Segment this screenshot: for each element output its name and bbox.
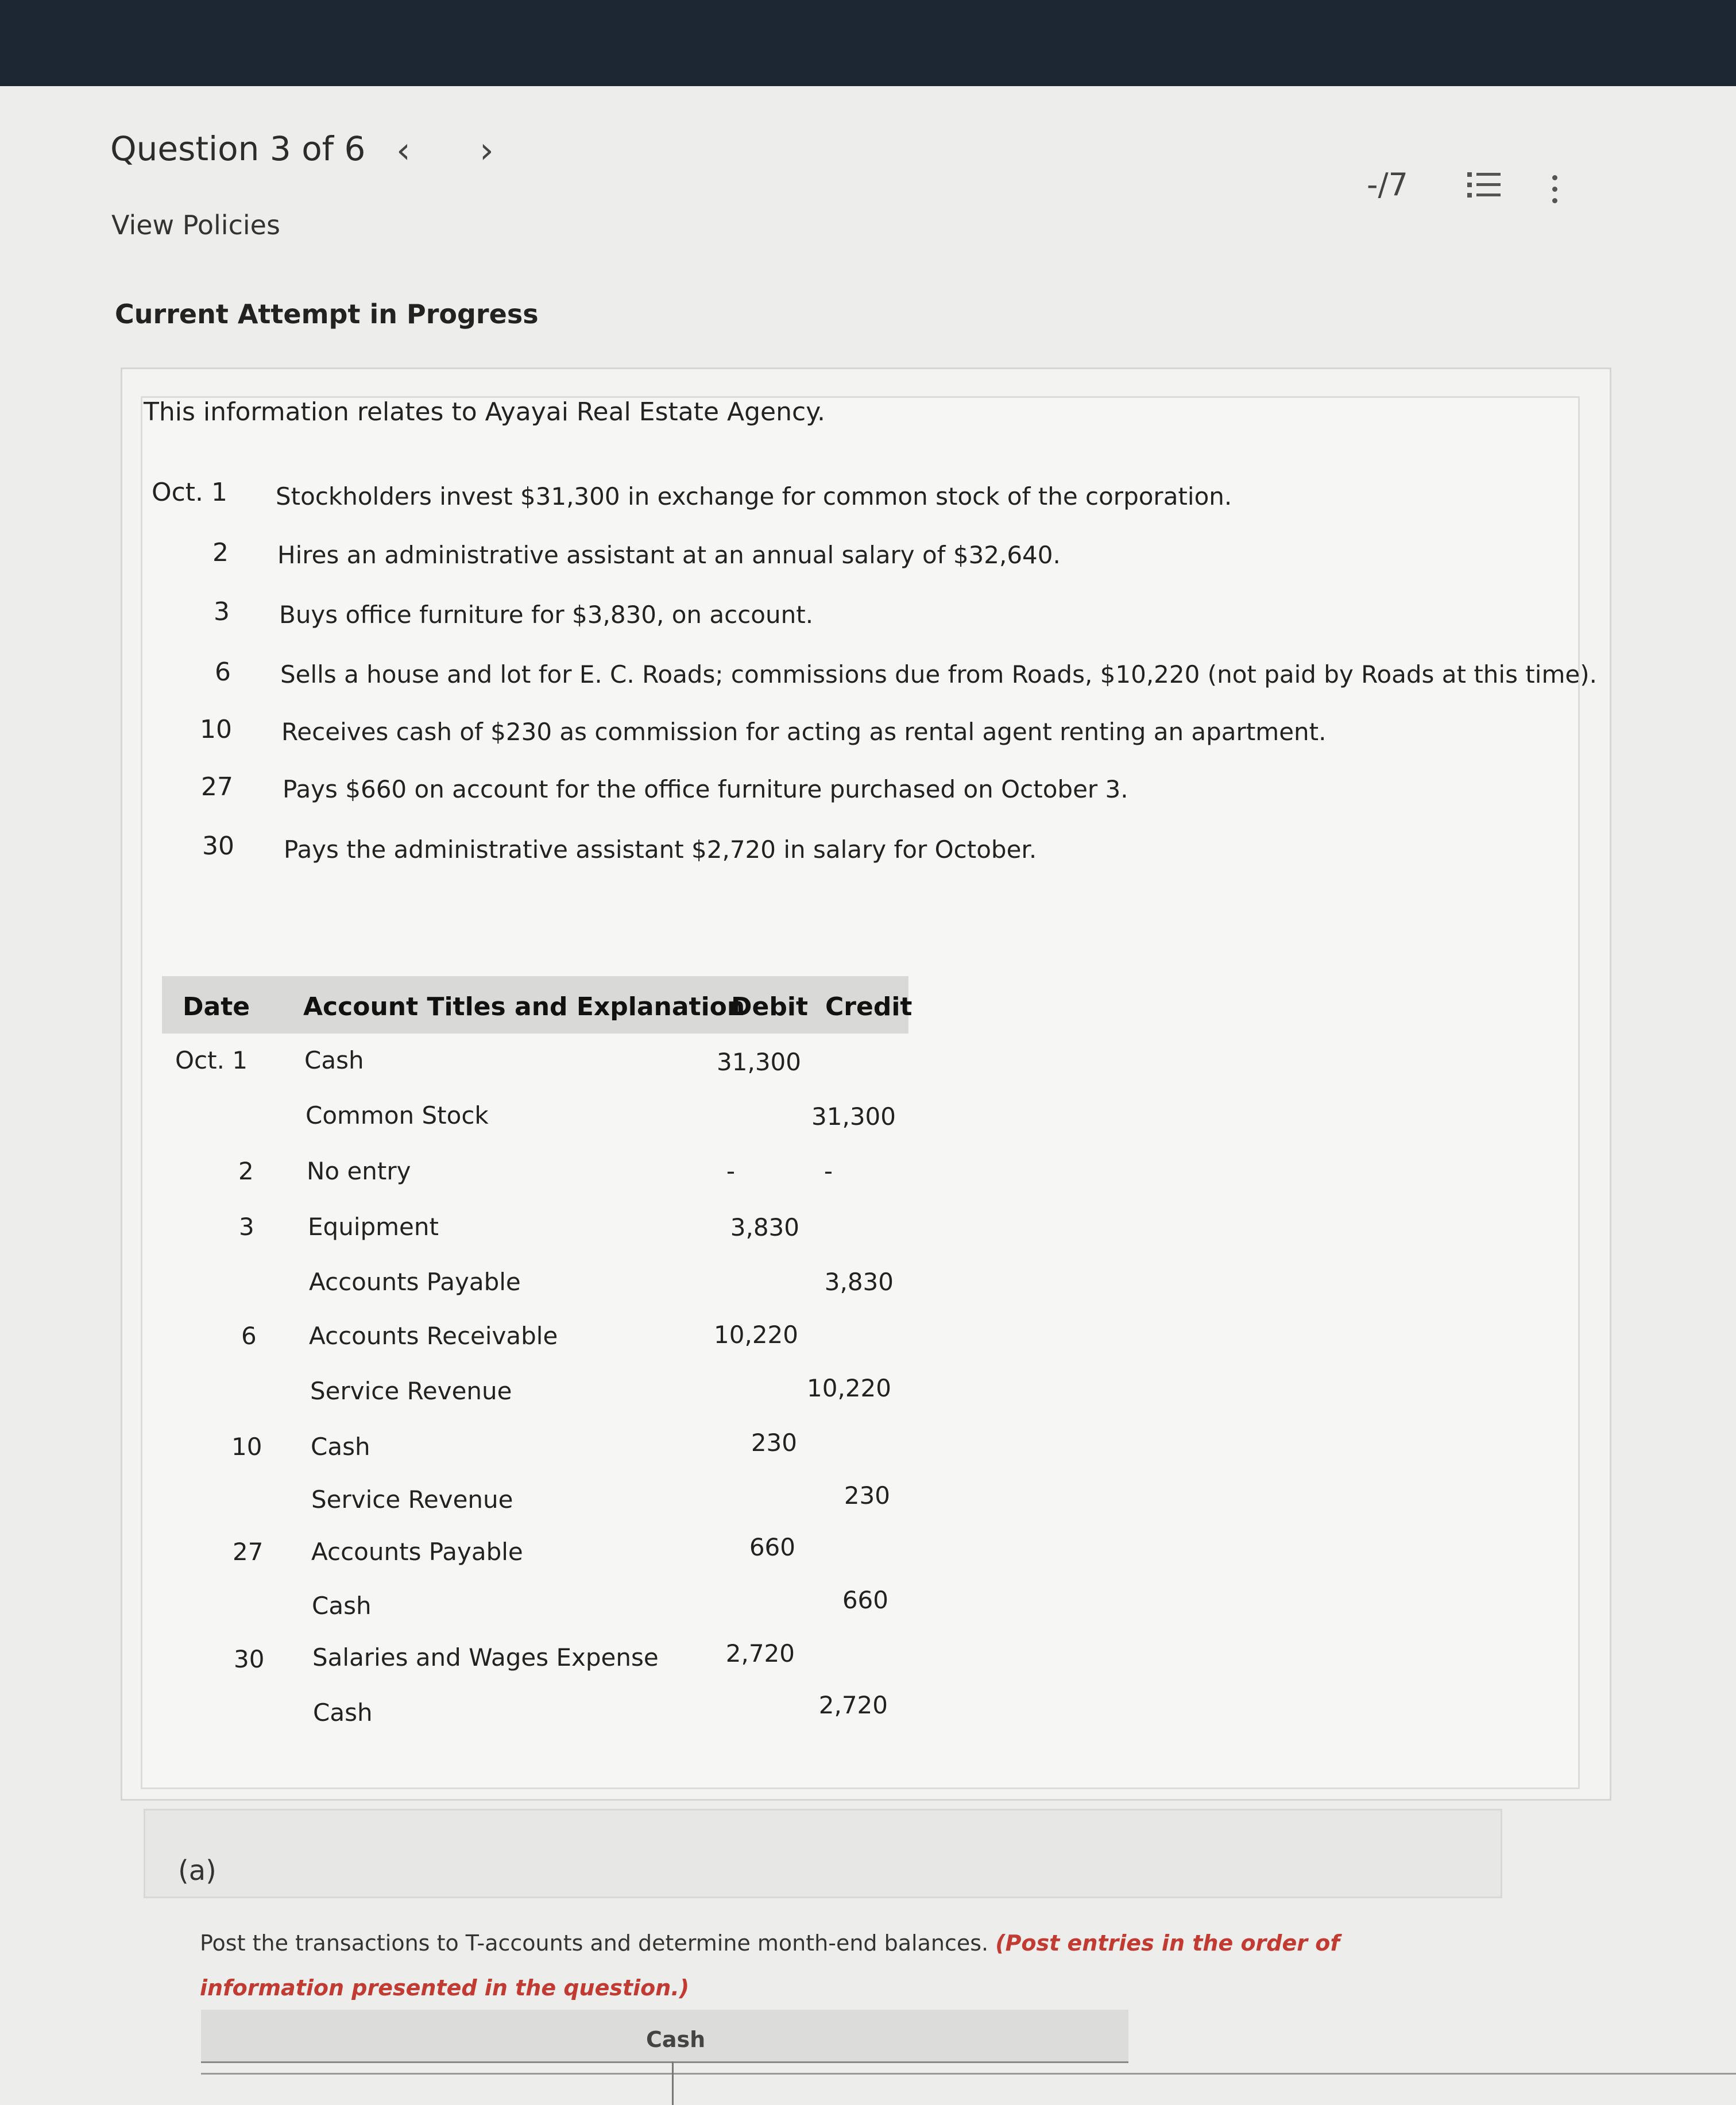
transaction-text: Receives cash of $230 as commission for acting as rental agent renting an apartment.	[281, 718, 1327, 746]
t-account-title: Cash	[646, 2027, 706, 2052]
journal-account: No entry	[307, 1157, 411, 1185]
view-policies-link[interactable]: View Policies	[111, 210, 280, 241]
transaction-text: Pays the administrative assistant $2,720 in salary for October.	[284, 835, 1037, 864]
journal-account: Service Revenue	[310, 1377, 512, 1405]
t-account-divider	[201, 2073, 1736, 2075]
journal-account: Accounts Payable	[311, 1538, 523, 1566]
transaction-text: Buys office furniture for $3,830, on account.	[279, 601, 814, 629]
transaction-text: Hires an administrative assistant at an annual salary of $32,640.	[277, 541, 1061, 569]
journal-header-date: Date	[183, 992, 250, 1021]
instruction-text: Post the transactions to T-accounts and determine month-end balances.	[200, 1930, 989, 1956]
part-a-instruction	[200, 1921, 1435, 2010]
journal-account: Equipment	[308, 1213, 439, 1241]
journal-debit: 10,220	[714, 1321, 798, 1349]
journal-header-account: Account Titles and Explanation	[303, 992, 745, 1021]
transaction-date: 2	[212, 538, 229, 567]
transaction-text: Stockholders invest $31,300 in exchange for common stock of the corporation.	[276, 482, 1232, 510]
journal-account: Cash	[304, 1046, 364, 1074]
instruction-note: (Post entries in the order of information presented in the question.)	[200, 1930, 1340, 2000]
transaction-date: 6	[215, 657, 231, 687]
t-account-center-line	[672, 2061, 674, 2105]
transaction-text: Pays $660 on account for the office furniture purchased on October 3.	[283, 775, 1128, 803]
journal-credit: -	[823, 1157, 833, 1185]
previous-question-icon[interactable]: ‹	[396, 129, 411, 171]
journal-debit: 230	[751, 1429, 797, 1457]
journal-debit: 31,300	[717, 1048, 801, 1076]
transaction-date: 27	[201, 772, 233, 802]
transaction-date: Oct. 1	[151, 478, 227, 507]
question-title: Question 3 of 6	[110, 129, 366, 168]
journal-date: 6	[241, 1322, 257, 1350]
journal-credit: 660	[842, 1586, 888, 1614]
transaction-date: 10	[200, 715, 232, 744]
journal-account: Service Revenue	[311, 1485, 513, 1514]
journal-account: Cash	[312, 1592, 372, 1620]
more-options-icon[interactable]	[1551, 175, 1559, 204]
journal-credit: 2,720	[818, 1691, 888, 1719]
journal-account: Salaries and Wages Expense	[312, 1643, 659, 1671]
journal-account: Accounts Receivable	[309, 1322, 558, 1350]
journal-header-credit: Credit	[825, 992, 913, 1021]
journal-debit: 660	[749, 1533, 795, 1561]
part-a-section	[144, 1809, 1502, 1898]
journal-date: Oct. 1	[175, 1046, 248, 1074]
journal-date: 2	[238, 1157, 254, 1185]
journal-account: Common Stock	[306, 1101, 489, 1129]
journal-credit: 3,830	[824, 1268, 894, 1296]
journal-header-debit: Debit	[731, 992, 808, 1021]
question-list-icon[interactable]	[1467, 172, 1502, 204]
transaction-date: 30	[202, 831, 234, 861]
journal-debit: 3,830	[730, 1213, 799, 1241]
journal-debit: 2,720	[725, 1639, 795, 1667]
journal-account: Cash	[313, 1698, 373, 1727]
transaction-text: Sells a house and lot for E. C. Roads; commissions due from Roads, $10,220 (not paid by Roads at this time).	[280, 660, 1597, 688]
journal-credit: 10,220	[807, 1374, 891, 1402]
journal-credit: 230	[844, 1481, 890, 1510]
problem-intro: This information relates to Ayayai Real Estate Agency.	[144, 397, 825, 427]
journal-date: 3	[239, 1213, 254, 1241]
journal-account: Cash	[311, 1433, 370, 1461]
journal-date: 27	[233, 1538, 264, 1566]
journal-date: 30	[234, 1645, 265, 1673]
journal-debit: -	[726, 1157, 735, 1185]
journal-account: Accounts Payable	[309, 1268, 521, 1296]
transaction-date: 3	[214, 597, 230, 626]
part-a-label: (a)	[178, 1855, 216, 1887]
journal-credit: 31,300	[811, 1102, 896, 1131]
next-question-icon[interactable]: ›	[480, 129, 494, 171]
attempt-status: Current Attempt in Progress	[115, 299, 539, 330]
score-display: -/7	[1367, 167, 1409, 203]
journal-date: 10	[231, 1433, 262, 1461]
